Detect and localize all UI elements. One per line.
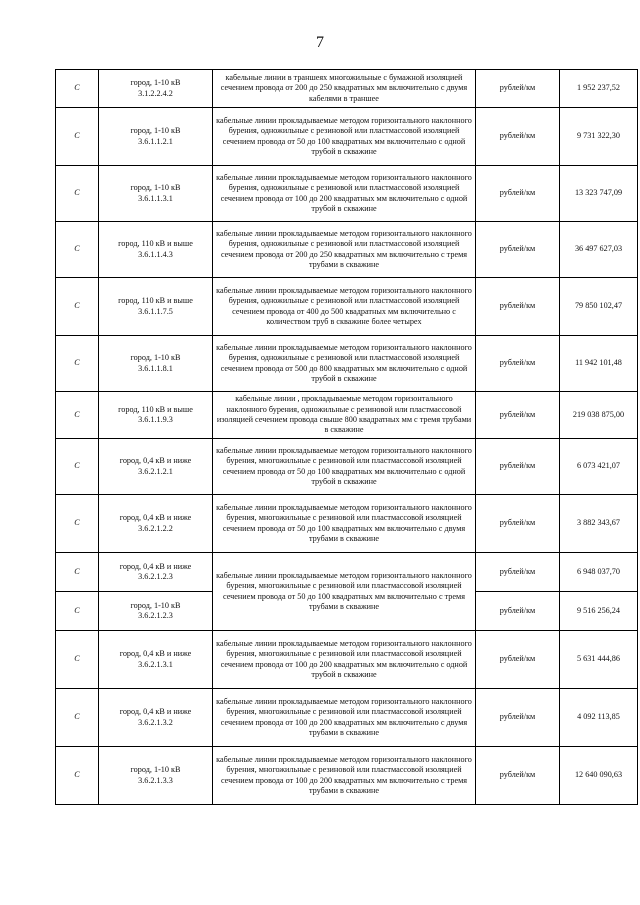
- unit-cell: рублей/км: [476, 222, 560, 278]
- unit-cell: рублей/км: [476, 70, 560, 108]
- unit-cell: рублей/км: [476, 689, 560, 747]
- tariff-code: 3.6.1.1.8.1: [138, 363, 173, 373]
- tariff-code-cell: [99, 278, 213, 336]
- description-cell: кабельные линии прокладываемые методом горизонтального наклонного бурения, многожильные с резиновой или пластмассовой изоляцией сечением провода от 100 до 200 квадратных мм включительно с одной трубой в скважине: [213, 631, 476, 689]
- description-cell: кабельные линии прокладываемые методом горизонтального наклонного бурения, многожильные с резиновой или пластмассовой изоляцией сечением провода от 100 до 200 квадратных мм включительно с двумя трубами в скважине: [213, 689, 476, 747]
- category-letter: C: [56, 553, 99, 592]
- description-cell: кабельные линии в траншеях многожильные с бумажной изоляцией сечением провода от 200 до 250 квадратных мм включительно с двумя кабелями в траншее: [213, 70, 476, 108]
- category-letter: C: [56, 631, 99, 689]
- table-row: [56, 336, 638, 392]
- unit-cell: рублей/км: [476, 392, 560, 439]
- table-row: [56, 439, 638, 495]
- tariff-code: 3.6.1.1.7.5: [138, 306, 173, 316]
- territory-voltage: город, 110 кВ и выше: [118, 404, 193, 414]
- table-row: [56, 747, 638, 805]
- description-cell: кабельные линии прокладываемые методом горизонтального наклонного бурения, многожильные с резиновой или пластмассовой изоляцией сечением провода от 50 до 100 квадратных мм включительно с тремя трубами в скважине: [213, 553, 476, 631]
- description-cell: кабельные линии прокладываемые методом горизонтального наклонного бурения, многожильные с резиновой или пластмассовой изоляцией сечением провода от 50 до 100 квадратных мм включительно с одной трубой в скважине: [213, 439, 476, 495]
- tariff-code: 3.6.2.1.3.3: [138, 775, 173, 785]
- territory-voltage: город, 1-10 кВ: [130, 78, 181, 88]
- value-cell: 13 323 747,09: [560, 166, 638, 222]
- tariff-code: 3.6.2.1.2.3: [138, 572, 173, 581]
- table-row: [56, 631, 638, 689]
- territory-voltage: город, 0,4 кВ и ниже: [119, 707, 192, 717]
- tariff-code-cell: [99, 592, 213, 631]
- category-letter: C: [56, 70, 99, 108]
- territory-voltage: город, 1-10 кВ: [130, 126, 181, 136]
- tariff-table: [55, 69, 638, 805]
- tariff-code-cell: [99, 222, 213, 278]
- table-row: [56, 553, 638, 592]
- category-letter: C: [56, 222, 99, 278]
- territory-voltage: город, 0,4 кВ и ниже: [119, 649, 192, 659]
- description-cell: кабельные линии прокладываемые методом горизонтального наклонного бурения, многожильные с резиновой или пластмассовой изоляцией сечением провода от 50 до 100 квадратных мм включительно с двумя трубами в скважине: [213, 495, 476, 553]
- value-cell: 9 731 322,30: [560, 108, 638, 166]
- tariff-code-cell: [99, 336, 213, 392]
- category-letter: C: [56, 495, 99, 553]
- tariff-code: 3.6.1.1.9.3: [138, 415, 173, 424]
- table-row: [56, 70, 638, 108]
- unit-cell: рублей/км: [476, 495, 560, 553]
- tariff-code: 3.6.1.1.3.1: [138, 193, 173, 203]
- description-cell: кабельные линии прокладываемые методом горизонтального наклонного бурения, одножильные с резиновой или пластмассовой изоляцией сечением провода от 400 до 500 квадратных мм включительно с количеством труб в скважине более четырех: [213, 278, 476, 336]
- territory-voltage: город, 0,4 кВ и ниже: [119, 513, 192, 523]
- page-number: 7: [316, 34, 324, 51]
- unit-cell: рублей/км: [476, 439, 560, 495]
- category-letter: C: [56, 336, 99, 392]
- category-letter: C: [56, 439, 99, 495]
- value-cell: 3 882 343,67: [560, 495, 638, 553]
- value-cell: 1 952 237,52: [560, 70, 638, 108]
- tariff-code: 3.6.1.1.4.3: [138, 249, 173, 259]
- value-cell: 219 038 875,00: [560, 392, 638, 439]
- tariff-code: 3.6.2.1.2.1: [138, 466, 173, 476]
- table-row: [56, 278, 638, 336]
- tariff-code-cell: [99, 553, 213, 592]
- territory-voltage: город, 1-10 кВ: [130, 600, 181, 610]
- table-row: [56, 392, 638, 439]
- table-row: [56, 495, 638, 553]
- territory-voltage: город, 0,4 кВ и ниже: [119, 561, 192, 571]
- territory-voltage: город, 110 кВ и выше: [118, 239, 193, 249]
- unit-cell: рублей/км: [476, 336, 560, 392]
- tariff-code-cell: [99, 166, 213, 222]
- tariff-code: 3.6.2.1.2.3: [138, 611, 173, 620]
- unit-cell: рублей/км: [476, 747, 560, 805]
- table-row: [56, 222, 638, 278]
- value-cell: 5 631 444,86: [560, 631, 638, 689]
- tariff-code-cell: [99, 108, 213, 166]
- category-letter: C: [56, 592, 99, 631]
- tariff-code: 3.6.2.1.3.1: [138, 659, 173, 669]
- category-letter: C: [56, 747, 99, 805]
- description-cell: кабельные линии прокладываемые методом горизонтального наклонного бурения, многожильные с резиновой или пластмассовой изоляцией сечением провода от 100 до 200 квадратных мм включительно с тремя трубами в скважине: [213, 747, 476, 805]
- value-cell: 36 497 627,03: [560, 222, 638, 278]
- description-cell: кабельные линии , прокладываемые методом горизонтального наклонного бурения, одножильные с резиновой или пластмассовой изоляцией сечением провода свыше 800 квадратных мм с тремя трубами в скважине: [213, 392, 476, 439]
- value-cell: 6 073 421,07: [560, 439, 638, 495]
- description-cell: кабельные линии прокладываемые методом горизонтального наклонного бурения, одножильные с резиновой или пластмассовой изоляцией сечением провода от 50 до 100 квадратных мм включительно с одной трубой в скважине: [213, 108, 476, 166]
- category-letter: C: [56, 108, 99, 166]
- tariff-code: 3.6.2.1.3.2: [138, 717, 173, 727]
- description-cell: кабельные линии прокладываемые методом горизонтального наклонного бурения, одножильные с резиновой или пластмассовой изоляцией сечением провода от 200 до 250 квадратных мм включительно с тремя трубами в скважине: [213, 222, 476, 278]
- table-row: [56, 166, 638, 222]
- tariff-code-cell: [99, 747, 213, 805]
- tariff-code-cell: [99, 70, 213, 108]
- unit-cell: рублей/км: [476, 108, 560, 166]
- unit-cell: рублей/км: [476, 166, 560, 222]
- value-cell: 11 942 101,48: [560, 336, 638, 392]
- description-cell: кабельные линии прокладываемые методом горизонтального наклонного бурения, одножильные с резиновой или пластмассовой изоляцией сечением провода от 500 до 800 квадратных мм включительно с одной трубой в скважине: [213, 336, 476, 392]
- tariff-code-cell: [99, 631, 213, 689]
- category-letter: C: [56, 689, 99, 747]
- category-letter: C: [56, 278, 99, 336]
- territory-voltage: город, 1-10 кВ: [130, 353, 181, 363]
- value-cell: 4 092 113,85: [560, 689, 638, 747]
- tariff-code-cell: [99, 495, 213, 553]
- table-row: [56, 689, 638, 747]
- territory-voltage: город, 1-10 кВ: [130, 765, 181, 775]
- description-cell: кабельные линии прокладываемые методом горизонтального наклонного бурения, одножильные с резиновой или пластмассовой изоляцией сечением провода от 100 до 200 квадратных мм включительно с одной трубой в скважине: [213, 166, 476, 222]
- unit-cell: рублей/км: [476, 631, 560, 689]
- tariff-code: 3.6.2.1.2.2: [138, 523, 173, 533]
- territory-voltage: город, 0,4 кВ и ниже: [119, 456, 192, 466]
- table-row: [56, 108, 638, 166]
- tariff-code: 3.1.2.2.4.2: [138, 88, 173, 98]
- value-cell: 12 640 090,63: [560, 747, 638, 805]
- category-letter: C: [56, 166, 99, 222]
- tariff-code-cell: [99, 392, 213, 439]
- tariff-code-cell: [99, 439, 213, 495]
- unit-cell: рублей/км: [476, 592, 560, 631]
- territory-voltage: город, 1-10 кВ: [130, 183, 181, 193]
- category-letter: C: [56, 392, 99, 439]
- unit-cell: рублей/км: [476, 278, 560, 336]
- tariff-code: 3.6.1.1.2.1: [138, 136, 173, 146]
- value-cell: 9 516 256,24: [560, 592, 638, 631]
- value-cell: 6 948 037,70: [560, 553, 638, 592]
- tariff-code-cell: [99, 689, 213, 747]
- territory-voltage: город, 110 кВ и выше: [118, 296, 193, 306]
- unit-cell: рублей/км: [476, 553, 560, 592]
- value-cell: 79 850 102,47: [560, 278, 638, 336]
